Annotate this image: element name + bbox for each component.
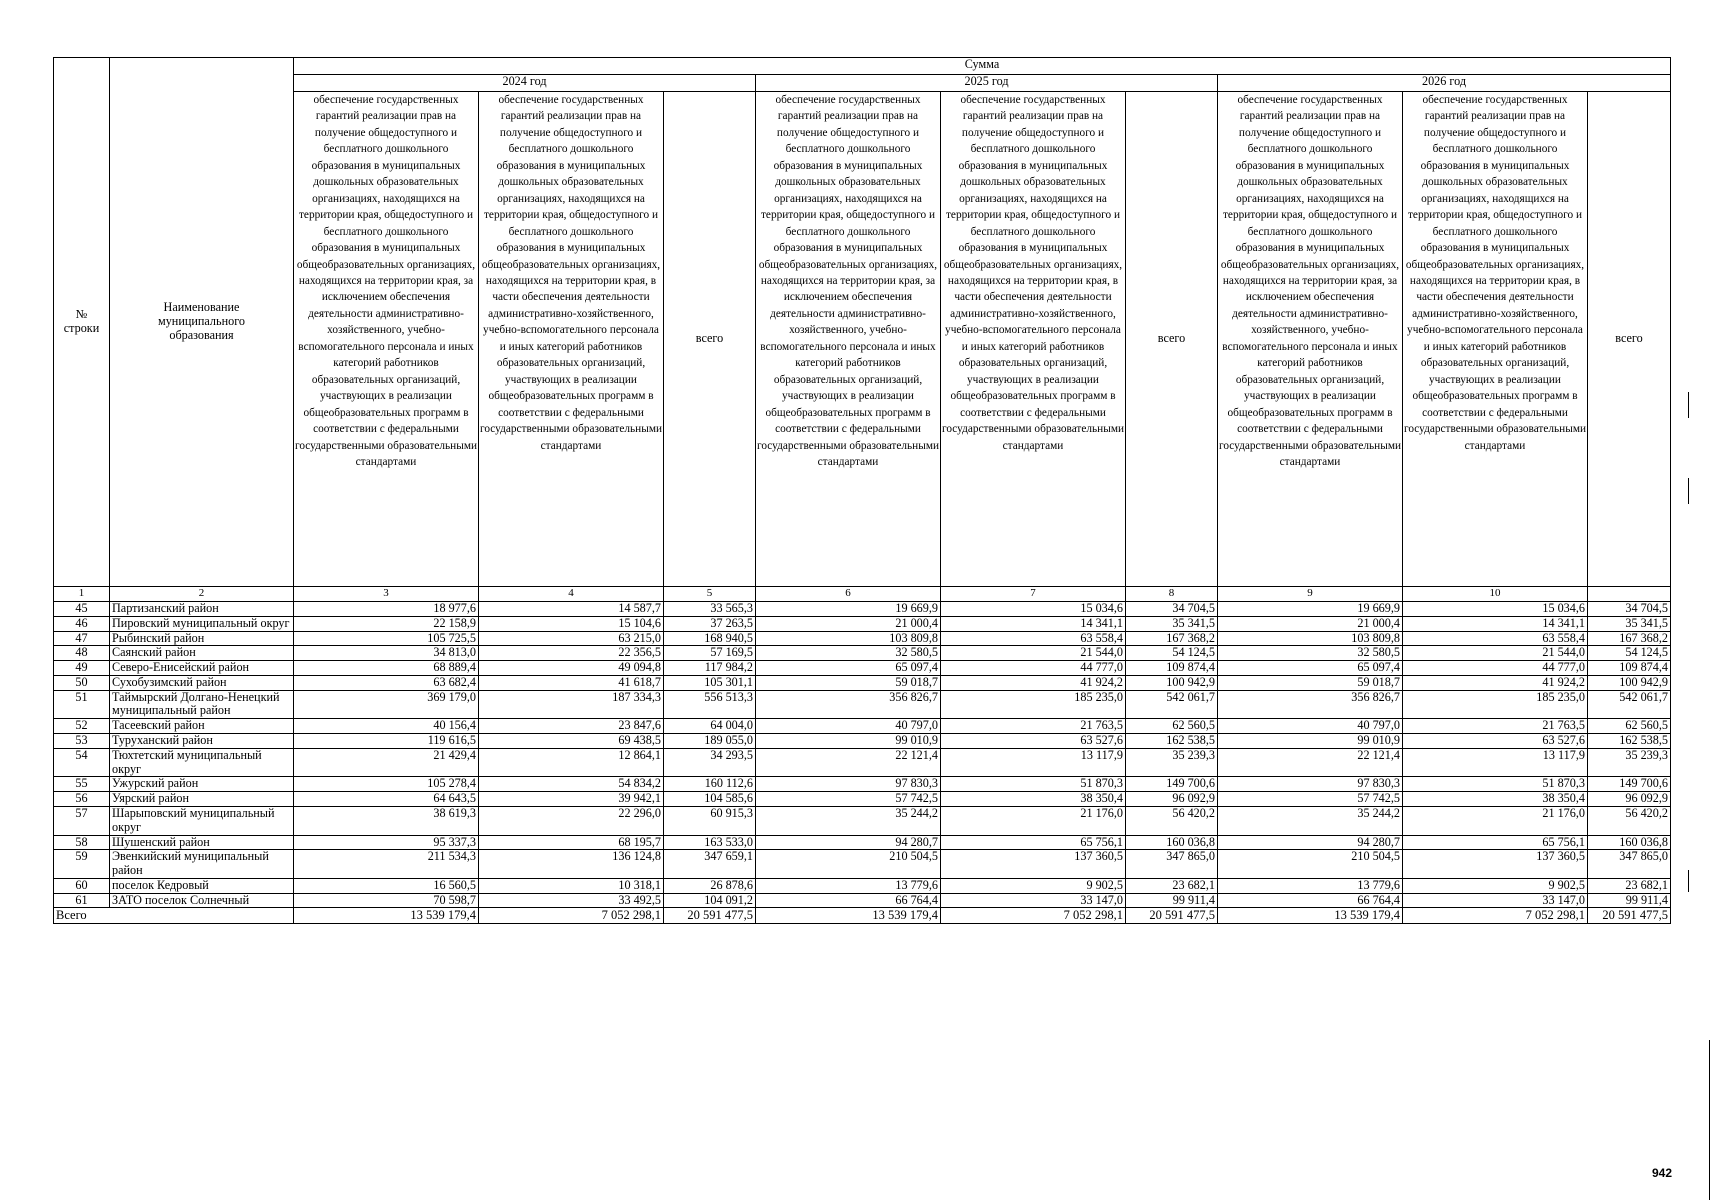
value-cell: 13 779,6 [1218,878,1403,893]
table-row [54,806,1671,835]
header-desc-admin-2026: обеспечение государственных гарантий реализации прав на получение общедоступного и бесплатного дошкольного образования в муниципальных дошкольных образовательных организациях, находящихся на территории края, общедоступного и бесплатного дошкольного образования в муниципальных общеобразовательных организациях, находящихся на территории края, в части обеспечения деятельности административно-хозяйственного, учебно-вспомогательного персонала и иных категорий работников образовательных организаций, участвующих в реализации общеобразовательных программ в соответствии с федеральными государственными образовательными стандартами [1403,92,1588,587]
municipality-name-cell: ЗАТО поселок Солнечный [110,893,294,908]
value-cell: 32 580,5 [1218,646,1403,661]
column-number: 7 [941,587,1126,602]
value-cell: 210 504,5 [756,850,941,879]
value-cell: 33 147,0 [941,893,1126,908]
table-row [54,661,1671,676]
value-cell: 167 368,2 [1588,631,1671,646]
value-cell: 33 565,3 [664,602,756,617]
value-cell: 137 360,5 [941,850,1126,879]
value-cell: 13 117,9 [1403,748,1588,777]
value-cell: 39 942,1 [479,792,664,807]
value-cell: 109 874,4 [1126,661,1218,676]
value-cell: 35 341,5 [1588,616,1671,631]
municipality-name-cell: Саянский район [110,646,294,661]
value-cell: 13 779,6 [756,878,941,893]
value-cell: 65 756,1 [941,835,1126,850]
value-cell: 57 169,5 [664,646,756,661]
value-cell: 54 124,5 [1126,646,1218,661]
value-cell: 63 558,4 [1403,631,1588,646]
value-cell: 63 682,4 [294,675,479,690]
value-cell: 66 764,4 [1218,893,1403,908]
value-cell: 21 429,4 [294,748,479,777]
value-cell: 63 558,4 [941,631,1126,646]
row-number-cell: 51 [54,690,110,719]
value-cell: 15 034,6 [1403,602,1588,617]
value-cell: 103 809,8 [756,631,941,646]
header-desc-excl-admin-2025: обеспечение государственных гарантий реализации прав на получение общедоступного и бесплатного дошкольного образования в муниципальных дошкольных образовательных организациях, находящихся на территории края, общедоступного и бесплатного дошкольного образования в муниципальных общеобразовательных организациях, находящихся на территории края, за исключением обеспечения деятельности административно-хозяйственного, учебно-вспомогательного персонала и иных категорий работников образовательных организаций, участвующих в реализации общеобразовательных программ в соответствии с федеральными государственными образовательными стандартами [756,92,941,587]
scan-edge-mark [1688,870,1689,892]
row-number-cell: 61 [54,893,110,908]
value-cell: 57 742,5 [1218,792,1403,807]
value-cell: 35 239,3 [1588,748,1671,777]
value-cell: 103 809,8 [1218,631,1403,646]
value-cell: 65 756,1 [1403,835,1588,850]
value-cell: 35 244,2 [1218,806,1403,835]
total-value-cell: 20 591 477,5 [1588,908,1671,923]
value-cell: 14 341,1 [1403,616,1588,631]
value-cell: 14 587,7 [479,602,664,617]
value-cell: 63 215,0 [479,631,664,646]
value-cell: 9 902,5 [1403,878,1588,893]
value-cell: 9 902,5 [941,878,1126,893]
row-number-cell: 50 [54,675,110,690]
value-cell: 162 538,5 [1126,734,1218,749]
value-cell: 167 368,2 [1126,631,1218,646]
row-number-cell: 45 [54,602,110,617]
value-cell: 117 984,2 [664,661,756,676]
budget-distribution-table [53,57,1671,924]
value-cell: 137 360,5 [1403,850,1588,879]
value-cell: 64 643,5 [294,792,479,807]
value-cell: 56 420,2 [1588,806,1671,835]
value-cell: 347 865,0 [1588,850,1671,879]
value-cell: 44 777,0 [1403,661,1588,676]
value-cell: 99 010,9 [1218,734,1403,749]
value-cell: 26 878,6 [664,878,756,893]
value-cell: 70 598,7 [294,893,479,908]
value-cell: 22 296,0 [479,806,664,835]
value-cell: 211 534,3 [294,850,479,879]
header-year-2026: 2026 год [1218,75,1671,92]
value-cell: 34 813,0 [294,646,479,661]
value-cell: 35 239,3 [1126,748,1218,777]
value-cell: 347 865,0 [1126,850,1218,879]
value-cell: 56 420,2 [1126,806,1218,835]
column-number: 3 [294,587,479,602]
row-number-cell: 52 [54,719,110,734]
value-cell: 94 280,7 [756,835,941,850]
value-cell: 44 777,0 [941,661,1126,676]
value-cell: 21 000,4 [756,616,941,631]
value-cell: 12 864,1 [479,748,664,777]
municipality-name-cell: Уярский район [110,792,294,807]
value-cell: 21 544,0 [1403,646,1588,661]
column-number [1588,587,1671,602]
header-year-2024: 2024 год [294,75,756,92]
table-row [54,734,1671,749]
total-value-cell: 13 539 179,4 [1218,908,1403,923]
value-cell: 22 121,4 [756,748,941,777]
value-cell: 23 682,1 [1126,878,1218,893]
value-cell: 187 334,3 [479,690,664,719]
value-cell: 14 341,1 [941,616,1126,631]
value-cell: 40 797,0 [756,719,941,734]
value-cell: 35 244,2 [756,806,941,835]
municipality-name-cell: Эвенкийский муниципальный район [110,850,294,879]
row-number-cell: 48 [54,646,110,661]
value-cell: 149 700,6 [1588,777,1671,792]
value-cell: 15 104,6 [479,616,664,631]
value-cell: 21 176,0 [941,806,1126,835]
value-cell: 160 112,6 [664,777,756,792]
value-cell: 185 235,0 [941,690,1126,719]
value-cell: 356 826,7 [1218,690,1403,719]
value-cell: 33 147,0 [1403,893,1588,908]
value-cell: 34 704,5 [1588,602,1671,617]
row-number-cell: 46 [54,616,110,631]
municipality-name-cell: Шарыповский муниципальный округ [110,806,294,835]
municipality-name-cell: Шушенский район [110,835,294,850]
value-cell: 10 318,1 [479,878,664,893]
municipality-name-cell: Тасеевский район [110,719,294,734]
value-cell: 66 764,4 [756,893,941,908]
header-total-2024: всего [664,92,756,587]
value-cell: 59 018,7 [1218,675,1403,690]
header-year-2025: 2025 год [756,75,1218,92]
column-number: 8 [1126,587,1218,602]
header-row-number: № строки [54,58,110,587]
municipality-name-cell: Северо-Енисейский район [110,661,294,676]
total-value-cell: 20 591 477,5 [1126,908,1218,923]
value-cell: 68 889,4 [294,661,479,676]
value-cell: 23 847,6 [479,719,664,734]
scan-edge-mark [1688,478,1689,504]
value-cell: 32 580,5 [756,646,941,661]
value-cell: 16 560,5 [294,878,479,893]
header-total-2025: всего [1126,92,1218,587]
value-cell: 15 034,6 [941,602,1126,617]
value-cell: 149 700,6 [1126,777,1218,792]
value-cell: 22 356,5 [479,646,664,661]
row-number-cell: 54 [54,748,110,777]
value-cell: 35 341,5 [1126,616,1218,631]
value-cell: 18 977,6 [294,602,479,617]
value-cell: 160 036,8 [1588,835,1671,850]
value-cell: 163 533,0 [664,835,756,850]
header-desc-excl-admin-2024: обеспечение государственных гарантий реализации прав на получение общедоступного и бесплатного дошкольного образования в муниципальных дошкольных образовательных организациях, находящихся на территории края, общедоступного и бесплатного дошкольного образования в муниципальных общеобразовательных организациях, находящихся на территории края, за исключением обеспечения деятельности административно-хозяйственного, учебно-вспомогательного персонала и иных категорий работников образовательных организаций, участвующих в реализации общеобразовательных программ в соответствии с федеральными государственными образовательными стандартами [294,92,479,587]
column-number: 2 [110,587,294,602]
header-total-2026: всего [1588,92,1671,587]
value-cell: 94 280,7 [1218,835,1403,850]
value-cell: 369 179,0 [294,690,479,719]
header-desc-admin-2024: обеспечение государственных гарантий реализации прав на получение общедоступного и бесплатного дошкольного образования в муниципальных дошкольных образовательных организациях, находящихся на территории края, общедоступного и бесплатного дошкольного образования в муниципальных общеобразовательных организациях, находящихся на территории края, в части обеспечения деятельности административно-хозяйственного, учебно-вспомогательного персонала и иных категорий работников образовательных организаций, участвующих в реализации общеобразовательных программ в соответствии с федеральными государственными образовательными стандартами [479,92,664,587]
value-cell: 210 504,5 [1218,850,1403,879]
value-cell: 63 527,6 [941,734,1126,749]
value-cell: 23 682,1 [1588,878,1671,893]
value-cell: 40 156,4 [294,719,479,734]
value-cell: 21 176,0 [1403,806,1588,835]
municipality-name-cell: Сухобузимский район [110,675,294,690]
municipality-name-cell: Таймырский Долгано-Ненецкий муниципальный район [110,690,294,719]
total-row [54,908,1671,923]
value-cell: 104 585,6 [664,792,756,807]
row-number-cell: 49 [54,661,110,676]
table-row [54,835,1671,850]
scan-edge-mark [1709,1040,1710,1200]
header-municipality-name: Наименование муниципального образования [110,58,294,587]
value-cell: 38 619,3 [294,806,479,835]
scan-edge-mark [1688,392,1689,418]
total-value-cell: 13 539 179,4 [294,908,479,923]
value-cell: 13 117,9 [941,748,1126,777]
total-value-cell: 7 052 298,1 [941,908,1126,923]
value-cell: 51 870,3 [941,777,1126,792]
municipality-name-cell: Тюхтетский муниципальный округ [110,748,294,777]
value-cell: 65 097,4 [1218,661,1403,676]
value-cell: 49 094,8 [479,661,664,676]
total-label-cell: Всего [54,908,294,923]
value-cell: 97 830,3 [756,777,941,792]
value-cell: 99 911,4 [1126,893,1218,908]
column-number: 6 [756,587,941,602]
table-row [54,792,1671,807]
row-number-cell: 58 [54,835,110,850]
value-cell: 105 301,1 [664,675,756,690]
value-cell: 168 940,5 [664,631,756,646]
header-sum: Сумма [294,58,1671,75]
value-cell: 21 763,5 [941,719,1126,734]
value-cell: 136 124,8 [479,850,664,879]
value-cell: 54 124,5 [1588,646,1671,661]
value-cell: 37 263,5 [664,616,756,631]
total-value-cell: 7 052 298,1 [1403,908,1588,923]
value-cell: 41 924,2 [1403,675,1588,690]
value-cell: 21 000,4 [1218,616,1403,631]
value-cell: 97 830,3 [1218,777,1403,792]
column-number: 5 [664,587,756,602]
municipality-name-cell: поселок Кедровый [110,878,294,893]
value-cell: 95 337,3 [294,835,479,850]
municipality-name-cell: Рыбинский район [110,631,294,646]
row-number-cell: 55 [54,777,110,792]
value-cell: 100 942,9 [1588,675,1671,690]
column-number: 1 [54,587,110,602]
row-number-cell: 53 [54,734,110,749]
value-cell: 68 195,7 [479,835,664,850]
table-row [54,893,1671,908]
table-row [54,719,1671,734]
value-cell: 64 004,0 [664,719,756,734]
row-number-cell: 57 [54,806,110,835]
value-cell: 119 616,5 [294,734,479,749]
value-cell: 99 010,9 [756,734,941,749]
value-cell: 22 121,4 [1218,748,1403,777]
value-cell: 51 870,3 [1403,777,1588,792]
value-cell: 104 091,2 [664,893,756,908]
value-cell: 99 911,4 [1588,893,1671,908]
value-cell: 185 235,0 [1403,690,1588,719]
table-row [54,675,1671,690]
value-cell: 542 061,7 [1588,690,1671,719]
total-value-cell: 20 591 477,5 [664,908,756,923]
value-cell: 160 036,8 [1126,835,1218,850]
table-body [54,602,1671,924]
column-number: 10 [1403,587,1588,602]
municipality-name-cell: Пировский муниципальный округ [110,616,294,631]
value-cell: 34 293,5 [664,748,756,777]
value-cell: 542 061,7 [1126,690,1218,719]
value-cell: 62 560,5 [1588,719,1671,734]
value-cell: 63 527,6 [1403,734,1588,749]
row-number-cell: 60 [54,878,110,893]
value-cell: 21 544,0 [941,646,1126,661]
value-cell: 60 915,3 [664,806,756,835]
municipality-name-cell: Партизанский район [110,602,294,617]
table-row [54,616,1671,631]
value-cell: 41 924,2 [941,675,1126,690]
table-row [54,631,1671,646]
column-number: 4 [479,587,664,602]
value-cell: 59 018,7 [756,675,941,690]
value-cell: 38 350,4 [1403,792,1588,807]
value-cell: 62 560,5 [1126,719,1218,734]
column-number: 9 [1218,587,1403,602]
value-cell: 54 834,2 [479,777,664,792]
value-cell: 69 438,5 [479,734,664,749]
value-cell: 38 350,4 [941,792,1126,807]
table-row [54,878,1671,893]
table-row [54,777,1671,792]
value-cell: 356 826,7 [756,690,941,719]
value-cell: 347 659,1 [664,850,756,879]
row-number-cell: 59 [54,850,110,879]
value-cell: 33 492,5 [479,893,664,908]
total-value-cell: 13 539 179,4 [756,908,941,923]
value-cell: 105 278,4 [294,777,479,792]
value-cell: 19 669,9 [756,602,941,617]
value-cell: 189 055,0 [664,734,756,749]
value-cell: 65 097,4 [756,661,941,676]
value-cell: 21 763,5 [1403,719,1588,734]
value-cell: 556 513,3 [664,690,756,719]
table-row [54,646,1671,661]
row-number-cell: 47 [54,631,110,646]
value-cell: 19 669,9 [1218,602,1403,617]
table-row [54,748,1671,777]
table-row [54,690,1671,719]
header-desc-admin-2025: обеспечение государственных гарантий реализации прав на получение общедоступного и бесплатного дошкольного образования в муниципальных дошкольных образовательных организациях, находящихся на территории края, общедоступного и бесплатного дошкольного образования в муниципальных общеобразовательных организациях, находящихся на территории края, в части обеспечения деятельности административно-хозяйственного, учебно-вспомогательного персонала и иных категорий работников образовательных организаций, участвующих в реализации общеобразовательных программ в соответствии с федеральными государственными образовательными стандартами [941,92,1126,587]
header-desc-excl-admin-2026: обеспечение государственных гарантий реализации прав на получение общедоступного и бесплатного дошкольного образования в муниципальных дошкольных образовательных организациях, находящихся на территории края, общедоступного и бесплатного дошкольного образования в муниципальных общеобразовательных организациях, находящихся на территории края, за исключением обеспечения деятельности административно-хозяйственного, учебно-вспомогательного персонала и иных категорий работников образовательных организаций, участвующих в реализации общеобразовательных программ в соответствии с федеральными государственными образовательными стандартами [1218,92,1403,587]
value-cell: 162 538,5 [1588,734,1671,749]
value-cell: 22 158,9 [294,616,479,631]
value-cell: 34 704,5 [1126,602,1218,617]
value-cell: 105 725,5 [294,631,479,646]
value-cell: 40 797,0 [1218,719,1403,734]
value-cell: 57 742,5 [756,792,941,807]
value-cell: 96 092,9 [1588,792,1671,807]
value-cell: 41 618,7 [479,675,664,690]
value-cell: 109 874,4 [1588,661,1671,676]
municipality-name-cell: Туруханский район [110,734,294,749]
value-cell: 100 942,9 [1126,675,1218,690]
total-value-cell: 7 052 298,1 [479,908,664,923]
table-row [54,850,1671,879]
municipality-name-cell: Ужурский район [110,777,294,792]
value-cell: 96 092,9 [1126,792,1218,807]
page-number: 942 [1652,1166,1673,1180]
row-number-cell: 56 [54,792,110,807]
table-row [54,602,1671,617]
